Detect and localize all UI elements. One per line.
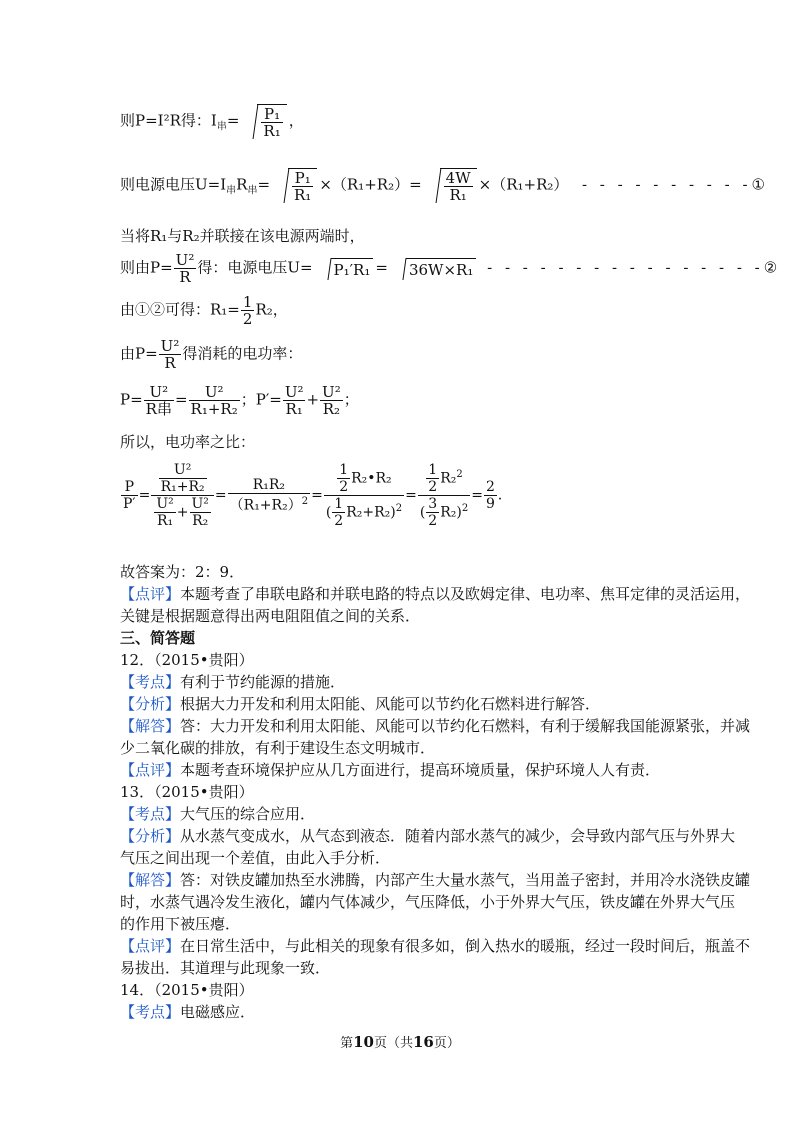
deriv-line-9-ratio: $\frac{P}{P'}$ = $\frac{\text{U²}}{\text{R₁+R₂}}$ $\frac{\text{U²}}{\text{R₁}}$ + $\frac{\text{U²}}{\text{R₂}}$ = $\frac{\text{R₁R₂}}{(R_1+R_2)^2}$ = $\frac{1}{2}$ R₂•R₂ ( $\frac{1}{2}$ R₂+R₂)$^2$ = $\frac{1}{2}$ R₂$^2$ ( $\frac{3}{2}$ R₂)$^2$ = $\frac{2}{9}$ ． [123,462,512,529]
subscript: 串 [247,185,258,197]
formula-text: ×（R₁+R₂） [478,175,569,194]
page-number: 10 [353,1033,374,1051]
formula-text: 由①②可得：R₁= [120,300,240,319]
comment-text: 本题考查了串联电路和并联电路的特点以及欧姆定律、电功率、焦耳定律的灵活运用， [180,585,751,603]
frac-numerator: $\frac{1}{2}$ R₂$^2$ [418,462,470,496]
fraction [426,462,439,495]
q13-number: 13．（2015•贵阳） [120,783,254,801]
q13-kaodian [120,804,315,824]
formula-text: ×（R₁+R₂）= [319,175,422,194]
fraction [121,479,138,512]
fraction [332,496,345,529]
dianping-text: 在日常生活中，与此相关的现象有很多如，倒入热水的暖瓶，经过一段时间后，瓶盖不 [180,937,751,955]
frac-numerator: U² [156,496,174,512]
jieda-tag: 【解答】 [120,871,181,889]
section-title: 三、简答题 [120,629,196,647]
frac-denominator: 2 [428,513,438,529]
q13-dianping-1 [120,936,750,956]
frac-denominator: ( $\frac{1}{2}$ R₂+R₂)$^2$ [325,496,403,529]
sqrt-expression [424,168,477,203]
frac-numerator: $\frac{1}{2}$ R₂•R₂ [324,462,404,496]
equation-marker: ① [751,175,765,194]
frac-numerator: R₁R₂ [228,477,310,494]
dash-leader: - - - - - - - - - - - - - - - - [478,258,764,277]
q11-comment-line-1 [120,584,750,604]
sqrt-expression [315,258,374,280]
formula-text: P= [120,390,143,409]
frac-denominator [228,494,310,514]
deriv-line-5 [120,294,288,327]
frac-denominator: R₁ [449,186,467,204]
footer-text: 页（共 [373,1036,413,1051]
deriv-line-6 [120,338,302,371]
frac-denominator: P′ [123,496,136,512]
fenxi-tag: 【分析】 [120,827,181,845]
frac-numerator: 2 [485,479,495,495]
frac-denominator: R [179,268,191,286]
q13-jieda-2: 时，水蒸气遇冷发生液化，罐内气体减少，气压降低，小于外界大气压，铁皮罐在外界大气压 [120,893,736,911]
radicand: 36W×R₁ [406,258,476,280]
frac-denominator: 9 [485,496,495,512]
fraction [320,384,343,417]
frac-denominator: R₂ [322,400,341,418]
footer-text: 页） [433,1036,460,1051]
q13-fenxi-2: 气压之间出现一个差值，由此入手分析． [120,849,391,867]
deriv-line-2 [120,168,765,203]
page-footer [0,1032,800,1051]
fraction [324,462,404,529]
formula-text: R [236,175,248,194]
superscript: 2 [301,496,309,508]
fraction [154,496,175,529]
deriv-line-3: 当将R₁与R₂并联接在该电源两端时， [120,227,365,245]
fraction [418,462,470,529]
q12-kaodian [120,672,345,692]
q12-fenxi [120,694,600,714]
q13-jieda-1 [120,870,750,890]
q13-dianping-2: 易拔出．其道理与此现象一致． [120,959,331,977]
frac-denominator: 2 [428,479,438,495]
kaodian-text: 电磁感应． [180,1003,256,1021]
kaodian-tag: 【考点】 [120,805,181,823]
formula-text: = [257,175,271,194]
footer-text: 第 [340,1036,354,1051]
formula-text: 则电源电压U=I [120,175,227,194]
frac-denominator: R [164,354,176,372]
frac-denominator: ( $\frac{3}{2}$ R₂)$^2$ [419,496,469,529]
fenxi-tag: 【分析】 [120,695,181,713]
frac-denominator: R₁ [294,186,312,204]
frac-denominator: R₁+R₂ [160,479,205,495]
frac-denominator: 2 [242,310,253,328]
fraction [151,462,214,529]
fraction [159,462,207,495]
sqrt-expression [272,168,317,203]
q13-jieda-3: 的作用下被压瘪． [120,915,241,933]
formula-text: 得消耗的电功率： [182,344,303,363]
frac-denominator: R₁ [156,513,174,529]
fenxi-text: 从水蒸气变成水，从气态到液态．随着内部水蒸气的减少，会导致内部气压与外界大 [180,827,736,845]
frac-numerator: 1 [242,293,253,311]
deriv-line-4: 则由P= $\frac{\text{U²}}{R}$ 得：电源电压U= P₁′R₁ = 36W×R₁ - - - - - - - - - - - - - - - -② [120,251,778,286]
q14-kaodian [120,1002,255,1022]
frac-numerator: U² [284,383,304,401]
frac-denominator: R串 [145,400,172,418]
frac-denominator: 2 [339,479,349,495]
kaodian-text: 有利于节约能源的措施． [180,673,346,691]
frac-numerator: P [121,479,138,496]
fraction [283,384,306,417]
equation-marker: ② [763,258,778,277]
q14-number: 14．（2015•贵阳） [120,981,254,999]
formula-text: 得：电源电压U= [197,258,313,277]
comment-tag: 【点评】 [120,585,181,603]
frac-numerator: U² [159,462,207,479]
formula-text: 则由P= [120,258,173,277]
kaodian-tag: 【考点】 [120,673,181,691]
dianping-tag: 【点评】 [120,761,181,779]
superscript: 2 [456,468,463,480]
frac-denominator: R₁ [263,122,281,140]
dash-leader: - - - - - - - - - - [573,175,752,194]
q12-jieda-2: 少二氧化碳的排放，有利于建设生态文明城市． [120,739,436,757]
deriv-line-8: 所以，电功率之比： [120,433,256,451]
jieda-text: 答：大力开发和利用太阳能、风能可以节约化石燃料，有利于缓解我国能源紧张，并减 [180,717,751,735]
sqrt-expression [390,258,476,280]
frac-numerator: U² [189,384,240,401]
formula-text: 则P=I²R得：I [120,111,217,130]
frac-numerator: U² [322,383,341,401]
sqrt-expression [241,104,286,139]
subscript: 串 [216,121,227,133]
fraction [189,384,240,417]
fraction [144,384,174,417]
frac-numerator: U² [144,384,174,401]
q12-number: 12．（2015•贵阳） [120,651,254,669]
frac-denominator: R₁+R₂ [190,400,238,418]
q13-fenxi-1 [120,826,735,846]
fraction [484,479,497,512]
frac-numerator: U² [160,337,180,355]
subscript: 串 [226,185,237,197]
kaodian-text: 大气压的综合应用． [180,805,316,823]
q11-comment-line-2: 关键是根据题意得出两电阻阻值之间的关系． [120,607,421,625]
deriv-line-1: 则P=I²R得：$I_串=$ $\frac{\text{P₁}}{\text{R₁}}$ ， [120,105,304,140]
frac-numerator: 1 [339,462,349,478]
formula-text: ；P′= [240,390,282,409]
fraction [159,338,182,371]
formula-text: （R₁+R₂） [229,497,302,514]
fraction [241,294,255,327]
q12-jieda-1 [120,716,750,736]
superscript: 2 [461,502,469,514]
frac-numerator: P₁ [292,170,313,187]
frac-denominator: 2 [334,513,344,529]
kaodian-tag: 【考点】 [120,1003,181,1021]
formula-text: 由P= [120,344,158,363]
frac-numerator: 3 [428,496,438,512]
q12-dianping [120,760,660,780]
frac-numerator: 1 [334,496,344,512]
frac-numerator: 4W [445,169,471,187]
fraction [190,496,211,529]
radicand: P₁′R₁ [331,258,374,280]
jieda-tag: 【解答】 [120,717,181,735]
fraction [337,462,350,495]
deriv-line-7: P= $\frac{\text{U²}}{\text{R串}}$ = $\frac{\text{U²}}{\text{R₁+R₂}}$ ；P′= $\frac{\text{U²}}{\text{R₁}}$ + $\frac{\text{U²}}{\text{R₂}}$ ； [120,383,359,418]
frac-numerator [151,462,214,496]
jieda-text: 答：对铁皮罐加热至水沸腾，内部产生大量水蒸气，当用盖子密封，并用冷水浇铁皮罐 [180,871,751,889]
fraction [426,496,439,529]
fraction [174,252,197,285]
formula-text: R₂， [255,300,288,319]
frac-denominator: R₁ [285,400,303,418]
frac-numerator: P₁ [261,106,282,123]
dianping-tag: 【点评】 [120,937,181,955]
fenxi-text: 根据大力开发和利用太阳能、风能可以节约化石燃料进行解答． [180,695,601,713]
frac-numerator: U² [191,496,209,512]
frac-numerator: U² [175,251,195,269]
fraction [228,477,310,514]
frac-denominator: $\frac{\text{U²}}{\text{R₁}}$ + $\frac{\text{U²}}{\text{R₂}}$ [156,496,209,529]
frac-numerator: 1 [428,462,438,478]
dianping-text: 本题考查环境保护应从几方面进行，提高环境质量，保护环境人人有责． [180,761,661,779]
superscript: 2 [395,502,403,514]
answer-line: 故答案为：2：9． [120,563,245,581]
frac-denominator: R₂ [192,513,209,529]
page-total: 16 [413,1033,434,1051]
